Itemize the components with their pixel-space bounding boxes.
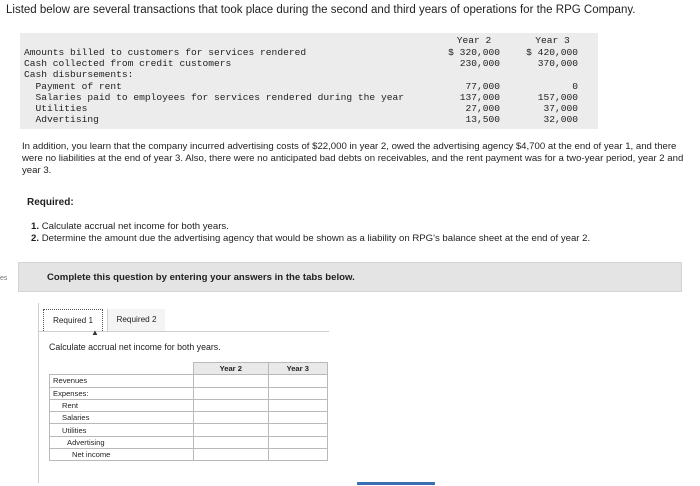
side-cutoff-text: es (0, 275, 8, 282)
row-label-net-income: Net income (50, 449, 194, 461)
tx-row-year2: 27,000 (465, 103, 500, 114)
tx-row-year3: $ 420,000 (526, 47, 578, 58)
required-heading: Required: (27, 197, 74, 208)
input-net-income-year3[interactable] (268, 449, 327, 461)
tab-underline (39, 331, 329, 332)
required-item (31, 221, 590, 233)
tab-instruction: Calculate accrual net income for both years. (49, 342, 221, 352)
tx-row-year2: 77,000 (465, 81, 500, 92)
row-label-utilities: Utilities (50, 424, 194, 436)
tx-row-year3: 37,000 (543, 103, 578, 114)
required-item-text: Determine the amount due the advertising agency that would be shown as a liability on RPG's balance sheet at the end of year 2. (41, 233, 591, 245)
tx-row-year2: $ 320,000 (448, 47, 500, 58)
table-row (50, 412, 328, 424)
tx-row-label: Cash collected from credit customers (24, 58, 232, 69)
tx-row-year3: 32,000 (543, 114, 578, 125)
tx-row-year3: 0 (572, 81, 578, 92)
mouse-cursor-icon: ▲ (91, 328, 99, 337)
tx-header-year2: Year 2 (456, 35, 492, 46)
header-year-2: Year 2 (194, 363, 268, 375)
tx-row-year3: 370,000 (537, 58, 578, 69)
instructions-banner (18, 262, 682, 292)
row-label-expenses: Expenses: (50, 387, 194, 399)
tab-required-1[interactable]: Required 1 (43, 309, 103, 331)
input-utilities-year3[interactable] (268, 424, 327, 436)
banner-text: Complete this question by entering your answers in the tabs below. (47, 272, 355, 283)
input-rent-year3[interactable] (268, 399, 327, 411)
required-item-num: 2. (31, 233, 40, 245)
input-rent-year2[interactable] (194, 399, 268, 411)
required-item (31, 233, 590, 245)
header-year-3: Year 3 (268, 363, 327, 375)
input-net-income-year2[interactable] (194, 449, 268, 461)
row-label-revenues: Revenues (50, 375, 194, 387)
table-row (50, 375, 328, 387)
input-salaries-year3[interactable] (268, 412, 327, 424)
tx-row-year2: 137,000 (459, 92, 500, 103)
table-row (50, 399, 328, 411)
tx-row-year3: 157,000 (537, 92, 578, 103)
tx-row-label: Advertising (24, 114, 99, 125)
table-header-row (50, 363, 328, 375)
table-row (50, 424, 328, 436)
input-advertising-year3[interactable] (268, 436, 327, 448)
blank-expenses-year2 (194, 387, 268, 399)
input-salaries-year2[interactable] (194, 412, 268, 424)
row-label-salaries: Salaries (50, 412, 194, 424)
row-label-advertising: Advertising (50, 436, 194, 448)
tx-row-label: Cash disbursements: (24, 69, 134, 80)
tab-required-2[interactable]: Required 2 (107, 309, 165, 331)
answer-panel (38, 303, 328, 483)
tx-row-label: Salaries paid to employees for services rendered during the year (24, 92, 404, 103)
input-revenues-year2[interactable] (194, 375, 268, 387)
tx-row-label: Payment of rent (24, 81, 122, 92)
input-revenues-year3[interactable] (268, 375, 327, 387)
input-utilities-year2[interactable] (194, 424, 268, 436)
required-list (31, 221, 590, 245)
tx-row-label: Amounts billed to customers for services rendered (24, 47, 307, 58)
required-item-text: Calculate accrual net income for both years. (41, 221, 229, 232)
bottom-progress-strip (357, 482, 435, 485)
transactions-block (20, 33, 598, 129)
net-income-table (49, 362, 328, 461)
tx-header-year3: Year 3 (535, 35, 570, 46)
tx-row-year2: 230,000 (459, 58, 500, 69)
additional-info-paragraph: In addition, you learn that the company incurred advertising costs of $22,000 in year 2, owed the advertising agency $4,700 at the end of year 1, and there were no liabilities at the end of year 3. Also, there were no anticipated bad debts on receivables, and the rent payment was for a two-year period, year 2 and year 3. (22, 141, 684, 177)
row-label-rent: Rent (50, 399, 194, 411)
required-item-num: 1. (31, 221, 40, 232)
table-row (50, 449, 328, 461)
tx-row-year2: 13,500 (465, 114, 500, 125)
table-row (50, 436, 328, 448)
input-advertising-year2[interactable] (194, 436, 268, 448)
problem-intro: Listed below are several transactions that took place during the second and third years of operations for the RPG Company. (6, 4, 636, 16)
table-row (50, 387, 328, 399)
header-blank-cell (50, 363, 194, 375)
blank-expenses-year3 (268, 387, 327, 399)
tx-row-label: Utilities (24, 103, 88, 114)
